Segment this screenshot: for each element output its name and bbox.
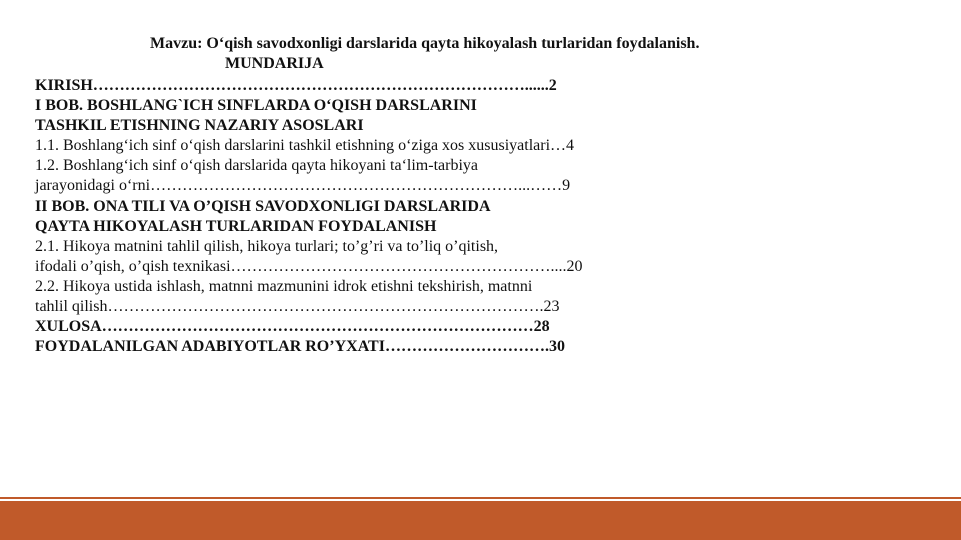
toc-line: jarayonidagi o‘rni……………………………………………………………...……9 (35, 177, 571, 195)
footer-stripe (0, 497, 961, 499)
toc-line: 1.2. Boshlang‘ich sinf o‘qish darslarida qayta hikoyani ta‘lim-tarbiya (35, 157, 478, 175)
toc-line: II BOB. ONA TILI VA O’QISH SAVODXONLIGI DARSLARIDA (35, 197, 491, 215)
footer-bar (0, 501, 961, 540)
table-of-contents (35, 76, 583, 357)
toc-line: 2.2. Hikoya ustida ishlash, matnni mazmunini idrok etishni tekshirish, matnni (35, 277, 533, 295)
toc-line: ifodali o’qish, o’qish texnikasi……………………………………………………....20 (35, 257, 583, 275)
toc-line: I BOB. BOSHLANG`ICH SINFLARDA O‘QISH DARSLARINI (35, 97, 477, 115)
toc-line: tahlil qilish……………………………………………………………………….23 (35, 298, 560, 316)
toc-line: FOYDALANILGAN ADABIYOTLAR RO’YXATI………………………….30 (35, 338, 565, 356)
toc-line: TASHKIL ETISHNING NAZARIY ASOSLARI (35, 117, 364, 135)
toc-line: QAYTA HIKOYALASH TURLARIDAN FOYDALANISH (35, 217, 437, 235)
toc-line: 1.1. Boshlang‘ich sinf o‘qish darslarini tashkil etishning o‘ziga xos xususiyatlari…4 (35, 137, 575, 155)
topic-title: Mavzu: O‘qish savodxonligi darslarida qayta hikoyalash turlaridan foydalanish. (150, 35, 700, 52)
toc-line: KIRISH………………………………………………………………………......2 (35, 77, 557, 94)
toc-line: XULOSA………………………………………………………………………28 (35, 318, 550, 336)
contents-heading: MUNDARIJA (225, 55, 324, 72)
toc-line: 2.1. Hikoya matnini tahlil qilish, hikoya turlari; to’g’ri va to’liq o’qitish, (35, 237, 499, 255)
